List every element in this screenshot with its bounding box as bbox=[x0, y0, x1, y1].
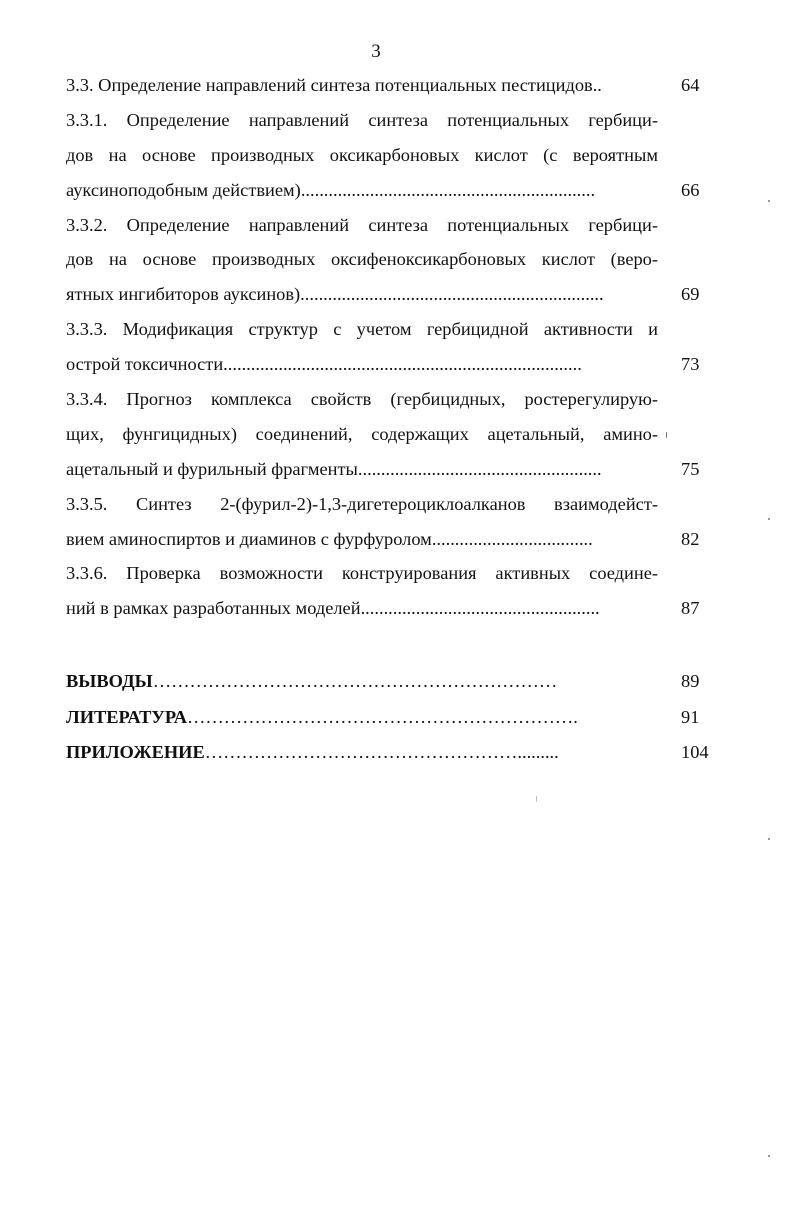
section-gap bbox=[66, 626, 712, 664]
toc-leader-dots: .................................................................. bbox=[300, 284, 604, 305]
toc-entry-3-3-5-end[interactable] bbox=[66, 522, 712, 557]
toc-entry-page: 64 bbox=[681, 75, 700, 95]
toc-leader-dots: ................................................................ bbox=[300, 179, 596, 200]
scan-speck bbox=[768, 518, 770, 520]
page-number: 3 bbox=[371, 41, 381, 62]
toc-entry-title: щих, фунгицидных) соединений, содержащих ацетальный, амино- bbox=[66, 423, 658, 444]
scan-speck bbox=[536, 796, 537, 802]
toc-entry-title: 3.3.3. Модификация структур с учетом гербицидной активности и bbox=[66, 319, 658, 340]
toc-leader-dots: .............................................................................. bbox=[223, 354, 582, 375]
toc-entry-title bbox=[66, 591, 658, 626]
toc-entry-3-3-4-cont[interactable] bbox=[66, 417, 712, 452]
toc-entry-page: 66 bbox=[681, 179, 700, 200]
toc-entry-title-text: ПРИЛОЖЕНИЕ bbox=[66, 742, 205, 763]
toc-entry-title: дов на основе производных оксикарбоновых кислот (с вероятным bbox=[66, 144, 658, 165]
toc-entry-title bbox=[66, 664, 646, 700]
toc-entry-page: 89 bbox=[681, 671, 700, 692]
toc-entry-title: 3.3.2. Определение направлений синтеза потенциальных гербици- bbox=[66, 214, 658, 235]
toc-entry-title bbox=[66, 277, 658, 312]
toc-entry-title bbox=[66, 735, 646, 771]
toc-leader-dots: ………………………………………………………… bbox=[152, 671, 558, 692]
toc-entry-3-3-2-cont[interactable] bbox=[66, 242, 712, 277]
toc-entry-page: 91 bbox=[681, 706, 700, 727]
table-of-contents bbox=[66, 68, 712, 771]
toc-entry-title bbox=[66, 522, 658, 557]
toc-entry-3-3-1[interactable] bbox=[66, 103, 712, 138]
scan-speck bbox=[768, 200, 770, 202]
toc-entry-title-text: ацетальный и фурильный фрагменты bbox=[66, 458, 358, 479]
toc-entry-page: 73 bbox=[681, 354, 700, 375]
toc-leader-dots: .................................................... bbox=[360, 598, 600, 619]
toc-entry-page: 69 bbox=[681, 284, 700, 305]
scan-speck bbox=[768, 838, 770, 840]
toc-entry-title-text: ЛИТЕРАТУРА bbox=[66, 706, 188, 727]
toc-entry-3-3[interactable] bbox=[66, 68, 712, 103]
toc-entry-literature[interactable] bbox=[66, 700, 712, 736]
toc-entry-title bbox=[66, 700, 646, 736]
toc-entry-title: дов на основе производных оксифеноксикарбоновых кислот (веро- bbox=[66, 249, 658, 270]
scan-speck bbox=[666, 432, 667, 438]
toc-leader-dots: ................................... bbox=[431, 528, 593, 549]
toc-entry-3-3-1-cont[interactable] bbox=[66, 138, 712, 173]
toc-leader-dots: ..................................................... bbox=[357, 458, 602, 479]
toc-entry-conclusions[interactable] bbox=[66, 664, 712, 700]
toc-entry-3-3-6-end[interactable] bbox=[66, 591, 712, 626]
toc-entry-title: 3.3. Определение направлений синтеза потенциальных пестицидов.. bbox=[66, 75, 602, 95]
toc-entry-page: 87 bbox=[681, 598, 700, 619]
toc-entry-title bbox=[66, 452, 658, 487]
toc-entry-title-text: вием аминоспиртов и диаминов с фурфуролом bbox=[66, 528, 432, 549]
toc-entry-page: 104 bbox=[681, 742, 709, 763]
toc-entry-3-3-3-end[interactable] bbox=[66, 347, 712, 382]
toc-entry-3-3-1-end[interactable] bbox=[66, 173, 712, 208]
toc-leader-dots: ……………………………………………......... bbox=[204, 742, 559, 763]
toc-entry-title-text: острой токсичности bbox=[66, 354, 224, 375]
toc-entry-title: 3.3.1. Определение направлений синтеза потенциальных гербици- bbox=[66, 109, 658, 130]
toc-entry-appendix[interactable] bbox=[66, 735, 712, 771]
toc-entry-title: 3.3.6. Проверка возможности конструирования активных соедине- bbox=[66, 563, 658, 584]
toc-entry-title-text: ний в рамках разработанных моделей bbox=[66, 598, 361, 619]
toc-entry-3-3-6[interactable] bbox=[66, 556, 712, 591]
toc-entry-title-text: ятных ингибиторов ауксинов) bbox=[66, 284, 301, 305]
toc-entry-title-text: ВЫВОДЫ bbox=[66, 671, 153, 692]
toc-entry-3-3-3[interactable] bbox=[66, 312, 712, 347]
toc-entry-title-text: ауксиноподобным действием) bbox=[66, 179, 301, 200]
toc-entry-title: 3.3.5. Синтез 2-(фурил-2)-1,3-дигетероциклоалканов взаимодейст- bbox=[66, 493, 658, 514]
toc-entry-3-3-5[interactable] bbox=[66, 487, 712, 522]
toc-entry-page: 82 bbox=[681, 528, 700, 549]
toc-entry-page: 75 bbox=[681, 458, 700, 479]
toc-entry-title: 3.3.4. Прогноз комплекса свойств (гербицидных, ростерегулирую- bbox=[66, 389, 658, 410]
toc-entry-3-3-4[interactable] bbox=[66, 382, 712, 417]
toc-entry-3-3-2[interactable] bbox=[66, 208, 712, 243]
toc-entry-title bbox=[66, 173, 658, 208]
toc-entry-3-3-4-end[interactable] bbox=[66, 452, 712, 487]
scan-speck bbox=[768, 1155, 770, 1157]
toc-entry-3-3-2-end[interactable] bbox=[66, 277, 712, 312]
toc-entry-title bbox=[66, 347, 658, 382]
toc-leader-dots: ………………………………………………………. bbox=[187, 706, 578, 727]
